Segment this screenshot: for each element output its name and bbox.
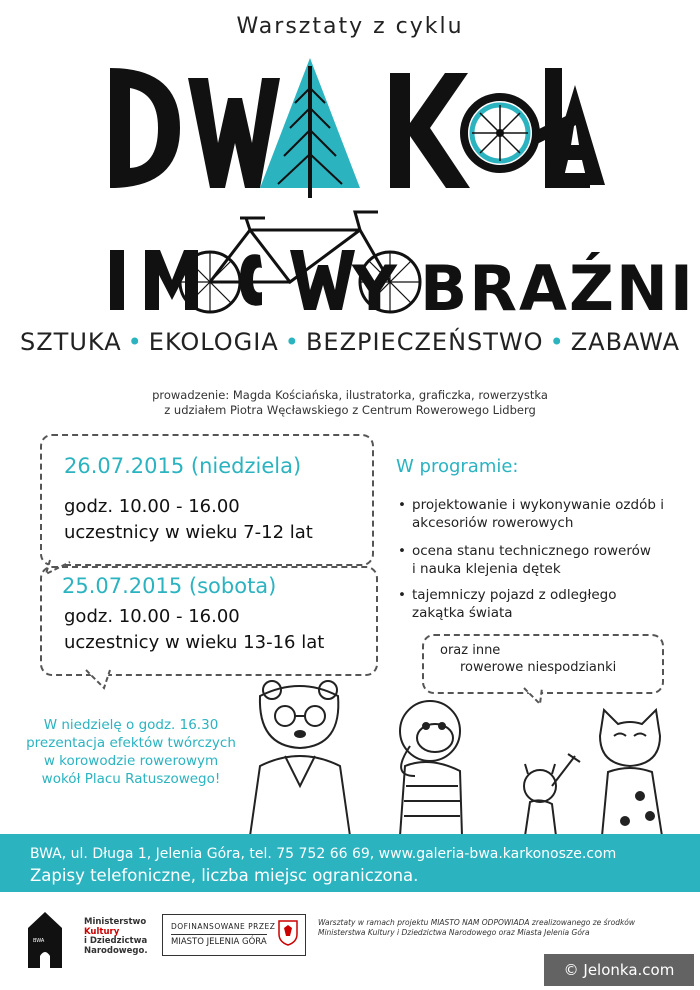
title-i-moc-wyobrazni — [90, 210, 695, 325]
program-item-3: • tajemniczy pojazd z odległego zakątka świata — [398, 587, 617, 621]
bear-illustration — [250, 681, 350, 836]
monkey-illustration — [400, 701, 462, 836]
session-ages-2: uczestnicy w wieku 13-16 lat — [64, 632, 325, 653]
cofund-line-2: MIASTO JELENIA GÓRA — [171, 934, 267, 947]
bubble-tail-2 — [80, 668, 120, 692]
cofund-line-1: DOFINANSOWANE PRZEZ — [171, 922, 276, 931]
session-date-1: 26.07.2015 (niedziela) — [64, 454, 302, 478]
cat-illustration — [600, 710, 662, 836]
themes-line: SZTUKA • EKOLOGIA • BEZPIECZEŃSTWO • ZABAWA — [20, 328, 680, 356]
svg-text:Y: Y — [352, 252, 397, 325]
ministry-line-3: i Dziedzictwa — [84, 936, 148, 946]
svg-text:BRAŹNI: BRAŹNI — [420, 252, 695, 325]
extra-line-1: oraz inne — [440, 643, 501, 658]
program-heading: W programie: — [396, 456, 519, 477]
program-item-1: • projektowanie i wykonywanie ozdób i akcesoriów rowerowych — [398, 497, 664, 531]
session-ages-1: uczestnicy w wieku 7-12 lat — [64, 522, 313, 543]
contact-address: BWA, ul. Długa 1, Jelenia Góra, tel. 75 752 66 69, www.galeria-bwa.karkonosze.com — [30, 846, 617, 862]
session-bubble-2 — [40, 566, 378, 676]
program-item-2: • ocena stanu technicznego rowerów i nauka klejenia dętek — [398, 543, 651, 577]
animals-illustration — [230, 676, 690, 836]
session-hours-2: godz. 10.00 - 16.00 — [64, 606, 240, 627]
session-bubble-1 — [40, 434, 374, 566]
ministry-line-2: Kultury — [84, 926, 120, 937]
session-date-2: 25.07.2015 (sobota) — [62, 574, 277, 598]
bwa-label: BWA — [33, 938, 45, 944]
signup-note: Zapisy telefoniczne, liczba miejsc ograniczona. — [30, 866, 419, 885]
credits — [60, 388, 640, 418]
extra-line-2: rowerowe niespodzianki — [460, 660, 617, 675]
ministry-line-4: Narodowego. — [84, 945, 148, 956]
ministry-logo — [84, 918, 148, 956]
theme-safety: BEZPIECZEŃSTWO — [305, 328, 544, 356]
ministry-line-1: Ministerstwo — [84, 917, 147, 927]
theme-art: SZTUKA — [20, 328, 122, 356]
watermark: © Jelonka.com — [544, 954, 694, 986]
parade-note: W niedzielę o godz. 16.30 prezentacja efektów twórczych w korowodzie rowerowym wokół Placu Ratuszowego! — [26, 717, 236, 787]
wheel-icon — [464, 97, 536, 169]
session-hours-1: godz. 10.00 - 16.00 — [64, 496, 240, 517]
extra-text — [430, 642, 660, 676]
title-dwa-kola — [100, 48, 600, 198]
credits-line-2: z udziałem Piotra Węcławskiego z Centrum Rowerowego Lidberg — [164, 403, 536, 417]
project-note: Warsztaty w ramach projektu MIASTO NAM ODPOWIADA zrealizowanego ze środków Ministerstwa Kultury i Dziedzictwa Narodowego oraz Miasta Jelenia Góra — [318, 918, 636, 937]
title-letter-a — [540, 80, 610, 190]
theme-fun: ZABAWA — [570, 328, 680, 356]
kicker-text: Warsztaty z cyklu — [236, 14, 464, 39]
squirrel-illustration — [524, 754, 580, 836]
city-crest-icon — [278, 920, 298, 946]
theme-ecology: EKOLOGIA — [148, 328, 279, 356]
credits-line-1: prowadzenie: Magda Kościańska, ilustratorka, graficzka, rowerzystka — [152, 388, 548, 402]
